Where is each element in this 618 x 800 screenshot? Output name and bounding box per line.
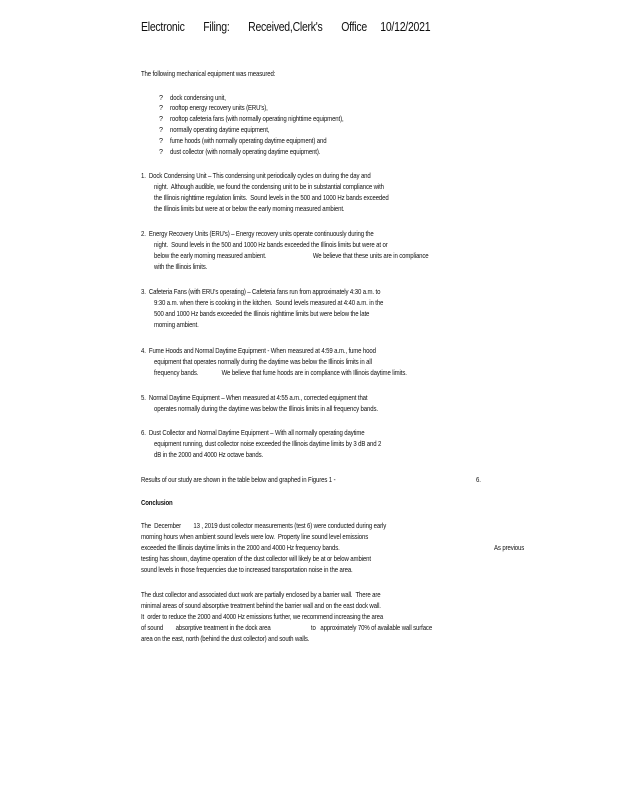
finding-line: with the Illinois limits. <box>154 262 208 271</box>
filing-header: Electronic Filing: Received,Clerk's Office 10/12/2021 <box>141 20 431 34</box>
list-item: dock condensing unit, <box>170 93 226 102</box>
bullet-marker: ? <box>159 147 163 156</box>
bullet-marker: ? <box>159 93 163 102</box>
bullet-marker: ? <box>159 114 163 123</box>
paragraph-line: It order to reduce the 2000 and 4000 Hz emissions further, we recommend increasing the area <box>141 612 384 621</box>
finding-line: 4. Fume Hoods and Normal Daytime Equipment - When measured at 4:59 a.m., fume hood <box>141 346 376 355</box>
paragraph-aside: As previous <box>494 543 525 552</box>
finding-line: morning ambient. <box>154 320 199 329</box>
paragraph-line: The dust collector and associated duct work are partially enclosed by a barrier wall. There are <box>141 590 381 599</box>
paragraph-line: area on the east, north (behind the dust collector) and south walls. <box>141 634 310 643</box>
paragraph-line: of sound absorptive treatment in the dock area to approximately 70% of available wall surface <box>141 623 433 632</box>
finding-line: the Illinois limits but were at or below the early morning measured ambient. <box>154 204 345 213</box>
finding-line: 9:30 a.m. when there is cooking in the kitchen. Sound levels measured at 4:40 a.m. in the <box>154 298 384 307</box>
finding-line: equipment that operates normally during the daytime was below the Illinois limits in all <box>154 357 372 366</box>
list-item: normally operating daytime equipment, <box>170 125 270 134</box>
finding-line: dB in the 2000 and 4000 Hz octave bands. <box>154 450 264 459</box>
bullet-marker: ? <box>159 103 163 112</box>
finding-line: 5. Normal Daytime Equipment – When measured at 4:55 a.m., corrected equipment that <box>141 393 368 402</box>
list-item: rooftop energy recovery units (ERU's), <box>170 103 268 112</box>
list-item: dust collector (with normally operating daytime equipment). <box>170 147 321 156</box>
finding-line: 2. Energy Recovery Units (ERU's) – Energy recovery units operate continuously during the <box>141 229 374 238</box>
finding-line: operates normally during the daytime was below the Illinois limits in all frequency bands. <box>154 404 378 413</box>
finding-line: below the early morning measured ambient. We believe that these units are in compliance <box>154 251 429 260</box>
results-text-end: 6. <box>476 475 481 484</box>
conclusion-heading: Conclusion <box>141 498 173 507</box>
finding-line: 6. Dust Collector and Normal Daytime Equipment – With all normally operating daytime <box>141 428 365 437</box>
finding-line: night. Although audible, we found the condensing unit to be in substantial compliance with <box>154 182 384 191</box>
finding-line: 500 and 1000 Hz bands exceeded the Illinois nighttime limits but were below the late <box>154 309 370 318</box>
paragraph-line: sound levels in those frequencies due to increased transportation noise in the area. <box>141 565 353 574</box>
results-text: Results of our study are shown in the table below and graphed in Figures 1 - <box>141 475 336 484</box>
finding-line: the Illinois nighttime regulation limits. Sound levels in the 500 and 1000 Hz bands exceeded <box>154 193 389 202</box>
paragraph-line: testing has shown, daytime operation of the dust collector will likely be at or below ambient <box>141 554 371 563</box>
paragraph-line: The December 13 , 2019 dust collector measurements (test 6) were conducted during early <box>141 521 387 530</box>
intro-text: The following mechanical equipment was measured: <box>141 69 276 78</box>
paragraph-line: minimal areas of sound absorptive treatment behind the barrier wall and on the east dock wall. <box>141 601 381 610</box>
bullet-marker: ? <box>159 136 163 145</box>
list-item: rooftop cafeteria fans (with normally operating nighttime equipment), <box>170 114 344 123</box>
finding-line: equipment running, dust collector noise exceeded the Illinois daytime limits by 3 dB and 2 <box>154 439 382 448</box>
finding-line: night. Sound levels in the 500 and 1000 Hz bands exceeded the Illinois limits but were at or <box>154 240 388 249</box>
list-item: fume hoods (with normally operating daytime equipment) and <box>170 136 327 145</box>
bullet-marker: ? <box>159 125 163 134</box>
paragraph-line: morning hours when ambient sound levels were low. Property line sound level emissions <box>141 532 369 541</box>
finding-line: 3. Cafeteria Fans (with ERU's operating) – Cafeteria fans run from approximately 4:30 a.m. to <box>141 287 381 296</box>
finding-line: 1. Dock Condensing Unit – This condensing unit periodically cycles on during the day and <box>141 171 371 180</box>
finding-line: frequency bands. We believe that fume hoods are in compliance with Illinois daytime limits. <box>154 368 407 377</box>
paragraph-line: exceeded the Illinois daytime limits in the 2000 and 4000 Hz frequency bands. <box>141 543 340 552</box>
